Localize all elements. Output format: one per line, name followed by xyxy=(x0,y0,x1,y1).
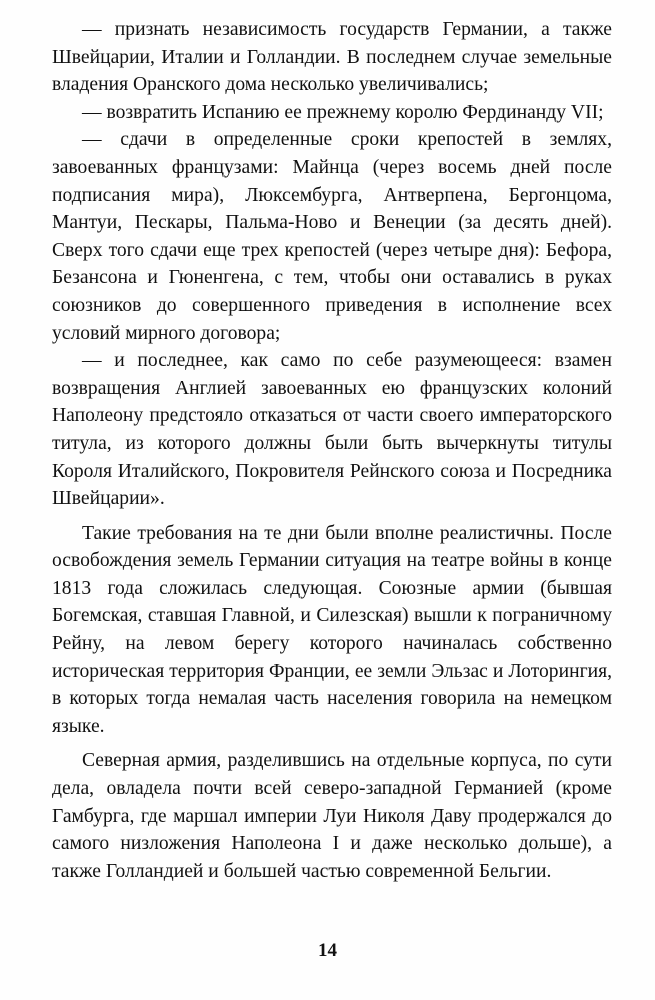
paragraph-1: — признать независимость государств Германии, а также Швейцарии, Италии и Голландии. В последнем случае земельные владения Оранского дома несколько увеличивались; xyxy=(52,19,612,96)
paragraph-6: Северная армия, разделившись на отдельные корпуса, по сути дела, овладела почти всей северо-западной Германией (кроме Гамбурга, где маршал империи Луи Николя Даву продержался до самого низложения Наполеона I и даже несколько дольше), а также Голландией и большей частью современной Бельгии. xyxy=(52,750,612,882)
body-text xyxy=(52,16,612,885)
paragraph-4: — и последнее, как само по себе разумеющееся: взамен возвращения Англией завоеванных ею французских колоний Наполеону предстояло отказаться от части своего императорского титула, из которого должны были быть вычеркнуты титулы Короля Италийского, Покровителя Рейнского союза и Посредника Швейцарии». xyxy=(52,350,612,510)
paragraph-2: — возвратить Испанию ее прежнему королю Фердинанду VII; xyxy=(82,101,604,123)
paragraph-3: — сдачи в определенные сроки крепостей в землях, завоеванных французами: Майнца (через восемь дней после подписания мира), Люксембурга, Антверпена, Бергонцома, Мантуи, Пескары, Пальма-Ново и Венеции (за десять дней). Сверх того сдачи еще трех крепостей (через четыре дня): Бефора, Безансона и Гюненгена, с тем, чтобы они оставались в руках союзников до совершенного приведения в исполнение всех условий мирного договора; xyxy=(52,129,612,344)
paragraph-5: Такие требования на те дни были вполне реалистичны. После освобождения земель Германии ситуация на театре войны в конце 1813 года сложилась следующая. Союзные армии (бывшая Богемская, ставшая Главной, и Силезская) вышли к пограничному Рейну, на левом берегу которого начиналась собственно историческая территория Франции, ее земли Эльзас и Лоторингия, в которых тогда немалая часть населения говорила на немецком языке. xyxy=(52,522,612,737)
page-number: 14 xyxy=(318,940,337,961)
